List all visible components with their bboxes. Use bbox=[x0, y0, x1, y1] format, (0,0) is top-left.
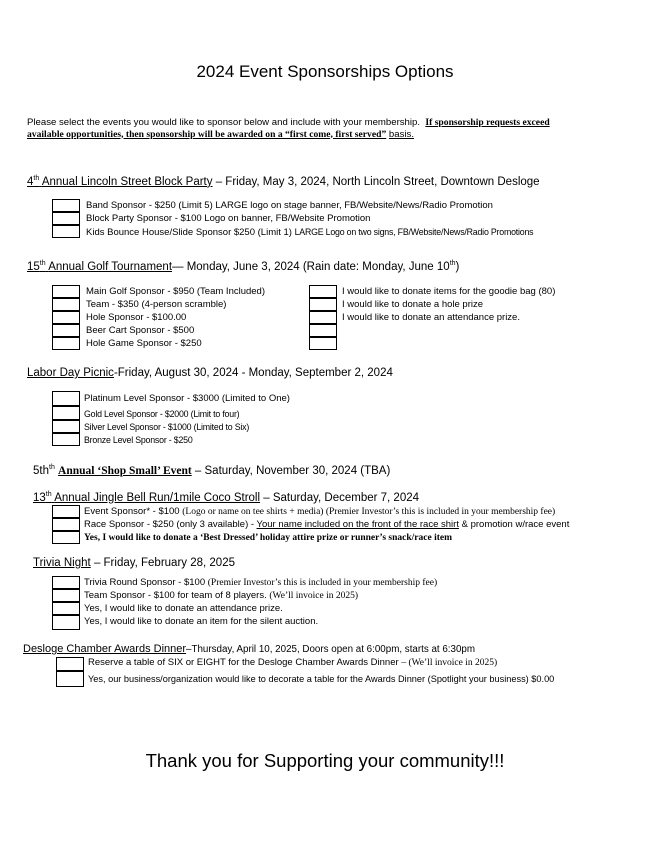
golf-left-item-4: Hole Game Sponsor - $250 bbox=[86, 338, 202, 349]
trivia-item-1a: Team Sponsor - $100 for team of 8 players. bbox=[84, 590, 267, 601]
page-title: 2024 Event Sponsorships Options bbox=[196, 62, 454, 81]
awards-details: –Thursday, April 10, 2025, Doors open at 6:00pm, starts at 6:30pm bbox=[186, 644, 476, 655]
golf-left-item-0: Main Golf Sponsor - $950 (Team Included) bbox=[86, 286, 266, 297]
jingle-item-0a: Event Sponsor* - $100 bbox=[84, 506, 180, 517]
block-party-item-1: Block Party Sponsor - $100 Logo on banner, FB/Website Promotion bbox=[86, 213, 371, 224]
shop-small-sup: th bbox=[49, 464, 55, 471]
checkbox-golf-extra-1[interactable] bbox=[309, 324, 337, 337]
checkbox-team-sponsor[interactable] bbox=[52, 589, 80, 602]
trivia-item-0b: (Premier Investor’s this is included in your membership fee) bbox=[207, 578, 438, 588]
trivia-item-1 bbox=[84, 590, 358, 602]
intro-line2: available opportunities, then sponsorship will be awarded on a “first come, first served” bbox=[27, 128, 387, 140]
jingle-num: 13 bbox=[33, 491, 46, 504]
checkbox-reserve-table[interactable] bbox=[56, 657, 84, 671]
golf-right-item-2: I would like to donate an attendance prize. bbox=[342, 312, 520, 323]
trivia-name: Trivia Night bbox=[33, 557, 91, 569]
jingle-name: Annual Jingle Bell Run/1mile Coco Stroll bbox=[54, 491, 261, 504]
trivia-item-3: Yes, I would like to donate an item for the silent auction. bbox=[84, 616, 319, 627]
shop-small-num: 5th bbox=[33, 464, 49, 477]
shop-small-details: – Saturday, November 30, 2024 (TBA) bbox=[194, 464, 391, 477]
checkbox-golf-extra-2[interactable] bbox=[309, 337, 337, 350]
checkbox-main-golf[interactable] bbox=[52, 285, 80, 298]
checkbox-bounce-house-sponsor[interactable] bbox=[52, 225, 80, 238]
golf-details-end: ) bbox=[455, 260, 460, 273]
awards-name: Desloge Chamber Awards Dinner bbox=[23, 643, 187, 655]
jingle-sup: th bbox=[45, 491, 52, 498]
labor-day-item-0: Platinum Level Sponsor - $3000 (Limited to One) bbox=[84, 393, 290, 404]
jingle-item-1a: Race Sponsor - $250 (only 3 available) - bbox=[84, 519, 255, 530]
block-party-num: 4 bbox=[27, 175, 34, 188]
checkbox-golf-attendance-prize[interactable] bbox=[309, 311, 337, 324]
intro-line1: Please select the events you would like to sponsor below and include with your membership. bbox=[27, 117, 421, 128]
intro-line1-bold: If sponsorship requests exceed bbox=[425, 117, 550, 128]
checkbox-gold[interactable] bbox=[52, 406, 80, 420]
awards-item-1: Yes, our business/organization would like to decorate a table for the Awards Dinner (Spotlight your business) $0.00 bbox=[88, 674, 555, 684]
trivia-item-0 bbox=[84, 577, 437, 589]
jingle-item-1c: & promotion w/race event bbox=[461, 519, 570, 530]
golf-sup: th bbox=[39, 260, 46, 267]
golf-left-item-1: Team - $350 (4-person scramble) bbox=[86, 299, 227, 310]
checkbox-trivia-attendance-prize[interactable] bbox=[52, 602, 80, 615]
block-party-item-2b: LARGE Logo on two signs, FB/Website/News/Radio Promotions bbox=[294, 227, 534, 237]
golf-right-item-0: I would like to donate items for the goodie bag (80) bbox=[342, 286, 556, 297]
shop-small-name: Annual ‘Shop Small’ Event bbox=[58, 464, 192, 477]
awards-heading bbox=[23, 643, 475, 655]
checkbox-silent-auction[interactable] bbox=[52, 615, 80, 630]
block-party-item-2a: Kids Bounce House/Slide Sponsor $250 (Limit 1) bbox=[86, 227, 292, 238]
golf-right-item-1: I would like to donate a hole prize bbox=[342, 299, 484, 310]
jingle-item-0 bbox=[84, 506, 555, 518]
block-party-sup: th bbox=[33, 175, 40, 182]
awards-item-0 bbox=[88, 657, 497, 669]
labor-day-item-2: Silver Level Sponsor - $1000 (Limited to Six) bbox=[84, 422, 250, 432]
golf-details-sup: th bbox=[449, 260, 456, 267]
checkbox-golf-team[interactable] bbox=[52, 298, 80, 311]
trivia-heading bbox=[33, 557, 235, 569]
awards-item-0b: – (We’ll invoice in 2025) bbox=[401, 658, 498, 668]
checkbox-hole-prize[interactable] bbox=[309, 298, 337, 311]
checkbox-decorate-table[interactable] bbox=[56, 671, 84, 687]
golf-left-item-3: Beer Cart Sponsor - $500 bbox=[86, 325, 195, 336]
trivia-details: – Friday, February 28, 2025 bbox=[93, 557, 235, 569]
jingle-details: – Saturday, December 7, 2024 bbox=[263, 491, 420, 504]
golf-name: Annual Golf Tournament bbox=[48, 260, 173, 273]
golf-details: — Monday, June 3, 2024 (Rain date: Monday, June 10 bbox=[172, 260, 450, 273]
checkbox-block-party-sponsor[interactable] bbox=[52, 212, 80, 225]
golf-heading bbox=[27, 260, 459, 273]
intro-text bbox=[27, 117, 550, 140]
jingle-item-2: Yes, I would like to donate a ‘Best Dressed’ holiday attire prize or runner’s snack/race item bbox=[84, 533, 452, 543]
footer-thanks: Thank you for Supporting your community!!! bbox=[145, 750, 505, 771]
labor-day-item-3: Bronze Level Sponsor - $250 bbox=[84, 435, 193, 445]
block-party-details: – Friday, May 3, 2024, North Lincoln Street, Downtown Desloge bbox=[215, 175, 540, 188]
jingle-heading bbox=[33, 491, 419, 504]
checkbox-event-sponsor[interactable] bbox=[52, 505, 80, 518]
block-party-item-0: Band Sponsor - $250 (Limit 5) LARGE logo on stage banner, FB/Website/News/Radio Promotion bbox=[86, 200, 493, 211]
checkbox-trivia-round[interactable] bbox=[52, 576, 80, 589]
checkbox-silver[interactable] bbox=[52, 420, 80, 433]
checkbox-hole-sponsor[interactable] bbox=[52, 311, 80, 324]
checkbox-goodie-bag[interactable] bbox=[309, 285, 337, 298]
checkbox-beer-cart[interactable] bbox=[52, 324, 80, 337]
jingle-item-0b: (Logo or name on tee shirts + media) (Premier Investor’s this is included in your membership fee) bbox=[182, 507, 556, 517]
checkbox-best-dressed[interactable] bbox=[52, 531, 80, 544]
labor-day-name: Labor Day Picnic bbox=[27, 367, 114, 379]
trivia-item-1b: (We’ll invoice in 2025) bbox=[269, 591, 359, 601]
block-party-heading bbox=[27, 175, 540, 188]
golf-num: 15 bbox=[27, 260, 40, 273]
intro-line2-end: basis. bbox=[388, 128, 414, 140]
jingle-item-1 bbox=[84, 519, 569, 531]
labor-day-item-1: Gold Level Sponsor - $2000 (Limit to four) bbox=[84, 409, 240, 419]
awards-item-0a: Reserve a table of SIX or EIGHT for the Desloge Chamber Awards Dinner bbox=[88, 657, 399, 668]
golf-left-item-2: Hole Sponsor - $100.00 bbox=[86, 312, 187, 323]
checkbox-hole-game[interactable] bbox=[52, 337, 80, 350]
checkbox-band-sponsor[interactable] bbox=[52, 199, 80, 212]
shop-small-heading bbox=[33, 464, 390, 477]
labor-day-heading bbox=[27, 367, 393, 379]
trivia-item-0a: Trivia Round Sponsor - $100 bbox=[84, 577, 206, 588]
checkbox-race-sponsor[interactable] bbox=[52, 518, 80, 531]
trivia-item-2: Yes, I would like to donate an attendance prize. bbox=[84, 603, 283, 614]
checkbox-bronze[interactable] bbox=[52, 433, 80, 446]
checkbox-platinum[interactable] bbox=[52, 391, 80, 406]
jingle-item-1b: Your name included on the front of the race shirt bbox=[256, 519, 459, 530]
block-party-item-2 bbox=[86, 226, 533, 239]
block-party-name: Annual Lincoln Street Block Party bbox=[41, 175, 213, 188]
labor-day-details: -Friday, August 30, 2024 - Monday, September 2, 2024 bbox=[113, 367, 393, 379]
